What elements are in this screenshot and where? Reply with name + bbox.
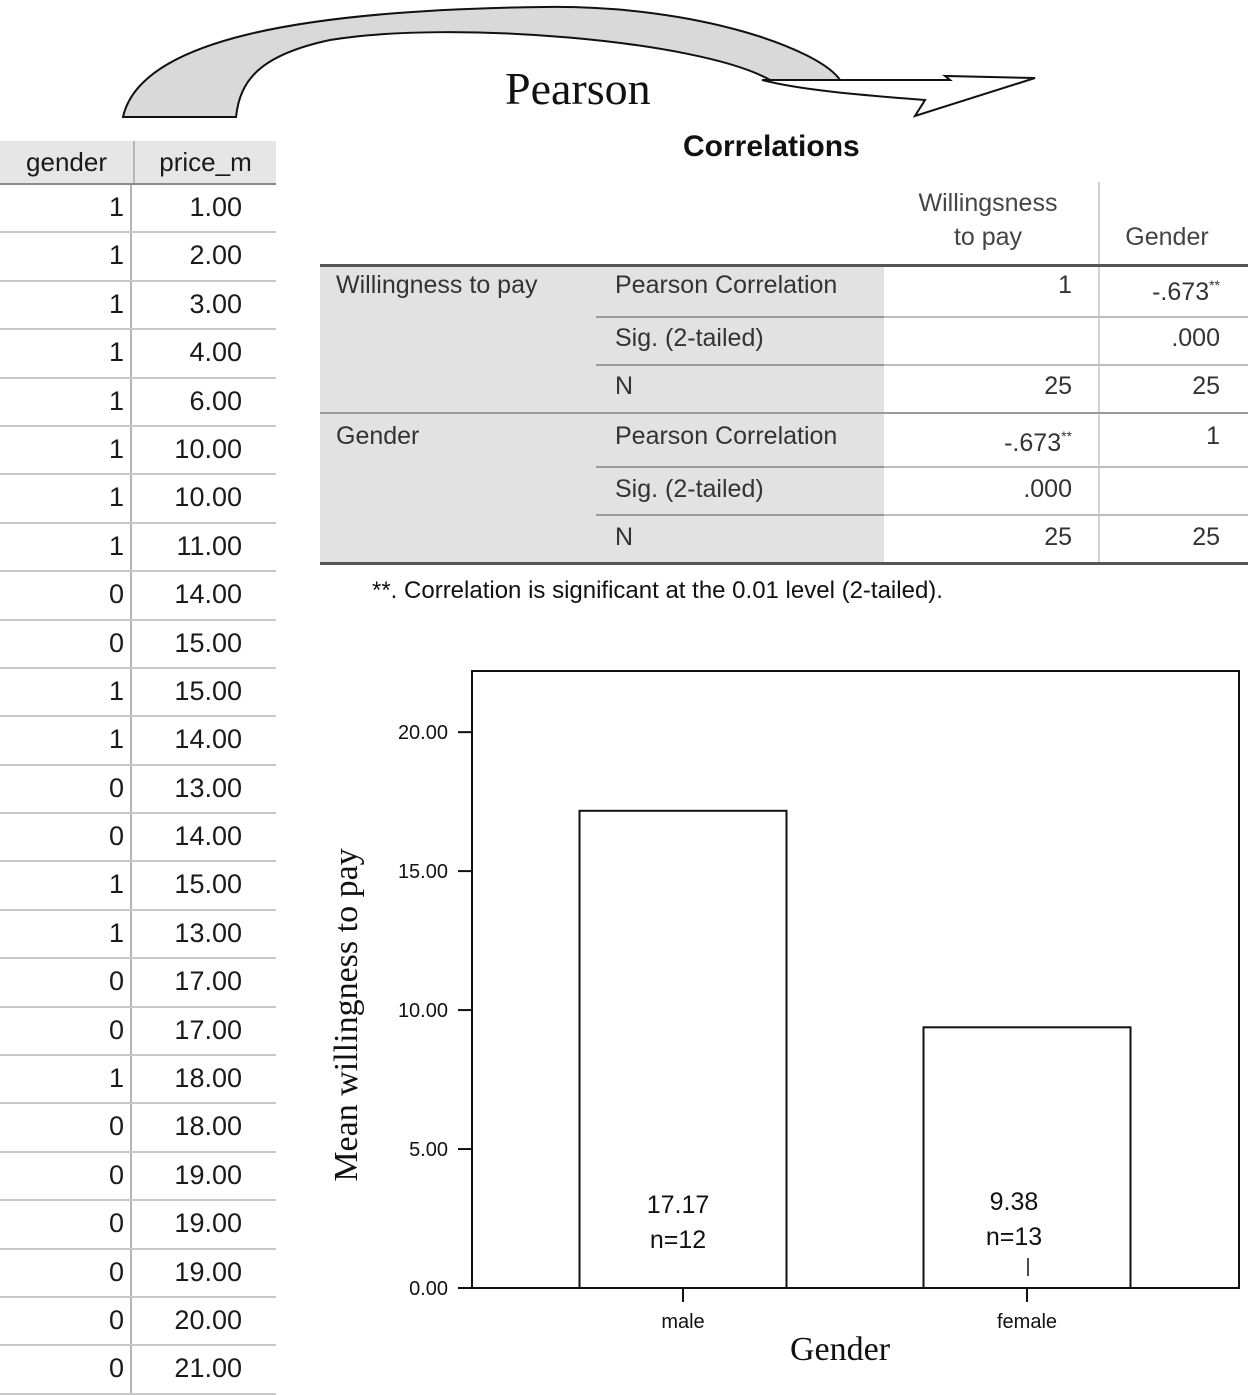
cell-price[interactable]: 21.00 — [174, 1353, 242, 1384]
cell-gender[interactable]: 1 — [0, 233, 132, 279]
cell-gender[interactable]: 0 — [0, 1346, 132, 1392]
cell-price[interactable]: 15.00 — [174, 675, 242, 706]
cell-price[interactable]: 13.00 — [174, 772, 242, 803]
cell-gender[interactable]: 1 — [0, 330, 132, 376]
y-tick-label: 5.00 — [409, 1139, 448, 1162]
row-stat-label: Sig. (2-tailed) — [615, 324, 764, 352]
cell-gender[interactable]: 1 — [0, 862, 132, 908]
cell-gender[interactable]: 0 — [0, 1153, 132, 1199]
row-stat-label: Pearson Correlation — [615, 422, 838, 450]
cell-gender[interactable]: 1 — [0, 717, 132, 763]
x-axis-title: Gender — [789, 1331, 891, 1368]
x-tick-label: female — [996, 1311, 1058, 1333]
cell-price[interactable]: 11.00 — [176, 530, 242, 561]
value-wtp: 25 — [1044, 372, 1072, 400]
row-group-label: Gender — [336, 422, 420, 450]
cell-price[interactable]: 19.00 — [174, 1208, 242, 1239]
cell-gender[interactable]: 0 — [0, 572, 132, 618]
cell-gender[interactable]: 1 — [0, 475, 132, 521]
cell-gender[interactable]: 0 — [0, 766, 132, 812]
y-tick-label: 0.00 — [409, 1278, 448, 1300]
cell-gender[interactable]: 0 — [0, 621, 132, 667]
cell-price[interactable]: 4.00 — [189, 337, 242, 368]
cell-price[interactable]: 17.00 — [174, 966, 242, 997]
cell-price[interactable]: 15.00 — [174, 627, 242, 658]
significance-marker: ** — [1061, 428, 1072, 444]
row-stat-label: N — [615, 523, 634, 551]
cell-price[interactable]: 20.00 — [174, 1304, 242, 1335]
bar-value-label: 17.17 — [646, 1191, 710, 1219]
bar-count-label: n=12 — [649, 1226, 707, 1254]
cell-gender[interactable]: 1 — [0, 427, 132, 473]
cell-price[interactable]: 19.00 — [174, 1159, 242, 1190]
y-tick-label: 10.00 — [397, 1000, 448, 1023]
value-wtp: 1 — [1058, 271, 1072, 299]
cell-price[interactable]: 19.00 — [174, 1256, 242, 1287]
cell-price[interactable]: 17.00 — [174, 1014, 242, 1045]
cell-price[interactable]: 3.00 — [189, 288, 242, 319]
significance-marker: ** — [1209, 277, 1220, 293]
column-header-price[interactable]: price_m — [159, 146, 252, 177]
cell-price[interactable]: 18.00 — [174, 1111, 242, 1142]
bar-value-label: 9.38 — [989, 1188, 1039, 1216]
col-header-wtp-line1: Willingsness — [918, 189, 1058, 217]
cell-gender[interactable]: 1 — [0, 185, 132, 231]
cell-price[interactable]: 2.00 — [189, 240, 242, 271]
row-stat-label: Pearson Correlation — [615, 271, 838, 299]
column-header-gender[interactable]: gender — [0, 141, 135, 183]
value-wtp: .000 — [1023, 475, 1072, 503]
cell-price[interactable]: 15.00 — [174, 869, 242, 900]
value-gender: .000 — [1171, 324, 1220, 352]
cell-price[interactable]: 1.00 — [189, 192, 242, 222]
row-stat-label: N — [615, 372, 634, 400]
value-gender: 25 — [1192, 523, 1220, 551]
value-wtp: -.673** — [1004, 428, 1072, 457]
cell-price[interactable]: 14.00 — [174, 579, 242, 610]
cell-gender[interactable]: 1 — [0, 379, 132, 425]
cell-gender[interactable]: 0 — [0, 814, 132, 860]
x-tick-label: male — [661, 1311, 705, 1333]
col-header-wtp-line2: to pay — [953, 223, 1023, 251]
cell-gender[interactable]: 0 — [0, 1104, 132, 1150]
cell-price[interactable]: 6.00 — [189, 385, 242, 416]
cell-price[interactable]: 13.00 — [174, 917, 242, 948]
value-gender: 25 — [1192, 372, 1220, 400]
cell-price[interactable]: 14.00 — [174, 724, 242, 755]
cell-gender[interactable]: 0 — [0, 1201, 132, 1247]
cell-price[interactable]: 14.00 — [174, 821, 242, 852]
value-gender: 1 — [1206, 422, 1220, 450]
cell-gender[interactable]: 1 — [0, 524, 132, 570]
y-tick-label: 15.00 — [397, 861, 448, 884]
cell-gender[interactable]: 1 — [0, 1056, 132, 1102]
row-stat-label: Sig. (2-tailed) — [615, 475, 764, 503]
cell-gender[interactable]: 0 — [0, 1008, 132, 1054]
correlations-title: Correlations — [683, 130, 860, 163]
row-group-label: Willingness to pay — [336, 271, 538, 299]
cell-price[interactable]: 18.00 — [174, 1063, 242, 1094]
significance-footnote: **. Correlation is significant at the 0.01 level (2-tailed). — [372, 577, 943, 604]
col-header-gender: Gender — [1125, 223, 1209, 251]
cell-gender[interactable]: 0 — [0, 1250, 132, 1296]
cell-gender[interactable]: 1 — [0, 669, 132, 715]
cell-price[interactable]: 10.00 — [174, 433, 242, 464]
arrow-caption: Pearson — [505, 63, 651, 114]
cell-gender[interactable]: 1 — [0, 282, 132, 328]
y-tick-label: 20.00 — [397, 722, 448, 745]
bar-count-label: n=13 — [985, 1223, 1043, 1251]
cell-gender[interactable]: 0 — [0, 959, 132, 1005]
y-axis-title: Mean willingness to pay — [328, 848, 365, 1182]
cell-gender[interactable]: 0 — [0, 1298, 132, 1344]
cell-gender[interactable]: 1 — [0, 911, 132, 957]
cell-price[interactable]: 10.00 — [174, 482, 242, 513]
value-wtp: 25 — [1044, 523, 1072, 551]
value-gender: -.673** — [1152, 277, 1220, 306]
